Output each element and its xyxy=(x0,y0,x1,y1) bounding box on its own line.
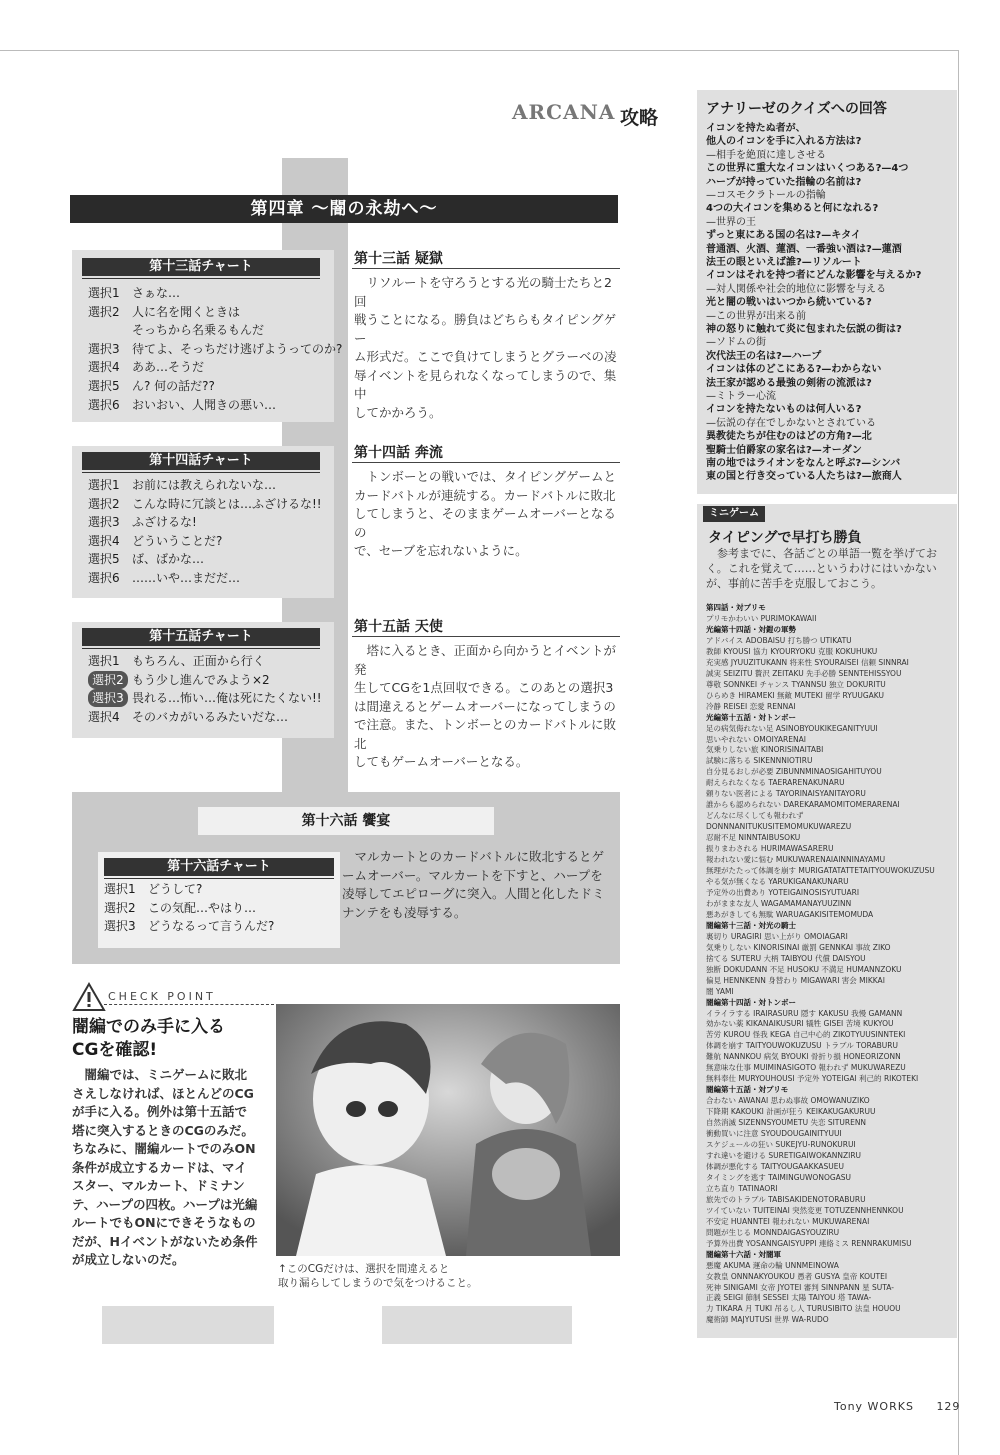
word-list-entry: 女教皇 ONNNAKYOUKOU 愚者 GUSYA 皇帝 KOUTEI xyxy=(706,1271,888,1281)
chart-box-ep16 xyxy=(98,852,340,948)
choice-row xyxy=(88,476,276,494)
word-list-entry: 合わない AWANAI 思わぬ事故 OMOWANUZIKO xyxy=(706,1096,870,1106)
choice-text: 人に名を聞くときは xyxy=(132,304,241,319)
choice-row xyxy=(88,550,204,568)
choice-text: ん? 何の話だ?? xyxy=(132,379,215,393)
choice-text: 待てよ、そっちだけ逃げようってのか? xyxy=(132,341,343,356)
word-list-entry: 誰からも認められない DAREKARAMOMITOMERARENAI xyxy=(706,800,900,810)
section-title-ep14: 第十四話 奔流 xyxy=(354,445,443,461)
choice-row xyxy=(88,652,265,670)
choice-row xyxy=(88,377,215,395)
body-line: してかかろう。 xyxy=(354,404,442,420)
section-body-ep14 xyxy=(354,468,620,561)
choice-row xyxy=(88,495,322,513)
word-list-entry: プリモかわいい PURIMOKAWAII xyxy=(706,613,817,623)
choice-row xyxy=(104,917,274,935)
quiz-question: ずっと東にある国の名は?—キタイ xyxy=(706,230,861,242)
word-list-entry: 試験に落ちる SIKENNNIOTIRU xyxy=(706,756,813,766)
quiz-question: 普通酒、火酒、蓮酒、一番強い酒は?—蓮酒 xyxy=(706,243,902,255)
quiz-question: 南の地ではライオンをなんと呼ぶ?—シンバ xyxy=(706,458,901,469)
choice-label: 選択1 xyxy=(88,478,120,492)
word-list-entry: 気乗りしない KINORISINAI 厳罰 GENNKAI 事故 ZIKO xyxy=(706,942,891,952)
logo-suffix: 攻略 xyxy=(620,107,659,129)
body-line: ム形式だ。ここで負けてしまうとグラーベの凌 xyxy=(354,349,617,364)
word-list-entry: 死神 SINIGAMI 女帝 JYOTEI 審判 SINNPANN 星 SUTA- xyxy=(706,1282,894,1292)
quiz-question: 光と闇の戦いはいつから続いている? xyxy=(706,297,872,309)
word-list-entry: 裏切り URAGIRI 思い上がり OMOIAGARI xyxy=(706,931,848,941)
word-list-entry: 予定外の出費あり YOTEIGAINOSISYUTUARI xyxy=(706,887,860,897)
choice-label: 選択2 xyxy=(88,496,120,511)
quiz-question: イコンは体のどこにある?—わからない xyxy=(706,364,882,376)
word-list-heading: 闇編第十六話・対闇軍 xyxy=(706,1249,781,1259)
quiz-question: 4つの大イコンを集めると何になれる? xyxy=(706,203,879,215)
quiz-question: 神の怒りに触れて炎に包まれた伝説の街は? xyxy=(706,324,902,335)
choice-row xyxy=(88,671,270,689)
divider xyxy=(104,1004,274,1005)
body-line: マルカートとのカードバトルに敗北するとゲ xyxy=(354,849,605,864)
choice-label: 選択4 xyxy=(88,533,120,548)
word-list-entry: 正義 SEIGI 節制 SESSEI 太陽 TAIYOU 塔 TAWA- xyxy=(706,1293,872,1303)
choice-text: こんな時に冗談とは…ふざけるな!! xyxy=(132,496,322,511)
word-list-heading: 闇編第十三話・対光の騎士 xyxy=(706,920,796,930)
choice-row xyxy=(88,396,276,414)
bleed-through-shadow xyxy=(102,1306,274,1344)
word-list-entry: ツイていない TUITEINAI 突然変更 TOTUZENNHENNKOU xyxy=(706,1205,904,1215)
word-list-entry: DONNNANITUKUSITEMOMUKUWAREZU xyxy=(706,822,852,832)
choice-row xyxy=(88,513,197,531)
choice-text: どうなるって言うんだ? xyxy=(148,919,275,934)
choice-label: 選択3 xyxy=(88,689,128,707)
word-list-entry: 誠実 SEIZITU 贅沢 ZEITAKU 先手必勝 SENNTEHISSYOU xyxy=(706,668,902,678)
choice-row xyxy=(88,569,240,587)
section-body-ep13 xyxy=(354,274,620,422)
choice-text: 畏れる…怖い…俺は死にたくない!! xyxy=(132,691,322,706)
word-list-entry: 足の病気侮れない足 ASINOBYOUKIKEGANITYUUI xyxy=(706,723,878,733)
word-list-entry: 難航 NANNKOU 病気 BYOUKI 骨折り損 HONEORIZONN xyxy=(706,1052,901,1062)
choice-text: もう少し進んでみよう×2 xyxy=(132,672,270,687)
choice-row xyxy=(88,708,288,726)
choice-row xyxy=(88,340,342,358)
quiz-question: 次代法王の名は?—ハープ xyxy=(706,350,822,362)
word-list-entry: 独断 DOKUDANN 不足 HUSOKU 不満足 HUMANNZOKU xyxy=(706,964,902,974)
choice-text: さぁな… xyxy=(132,286,181,300)
word-list-entry: 自然消滅 SIZENNSYOUMETU 失恋 SITURENN xyxy=(706,1118,867,1128)
quiz-question: イコンを持たないものは何人いる? xyxy=(706,404,862,416)
choice-text: どうして? xyxy=(148,882,203,896)
body-line: ナンテをも凌辱する。 xyxy=(342,904,467,920)
divider xyxy=(352,268,620,269)
word-list-entry: 魔術師 MAJYUTUSI 世界 WA-RUDO xyxy=(706,1315,829,1325)
choice-text: ああ…そうだ xyxy=(132,360,205,375)
choice-label: 選択3 xyxy=(88,341,120,356)
word-list-entry: 報われない愛に悩む MUKUWARENAIAINNINAYAMU xyxy=(706,855,886,865)
body-line: してもゲームオーバーとなる。 xyxy=(354,754,529,769)
page-number: 129 xyxy=(936,1400,961,1413)
quiz-question: 法王の眼といえば誰?—リソルート xyxy=(706,257,862,268)
quiz-answer: —この世界が出来る前 xyxy=(706,310,806,322)
choice-text: ……いや…まだだ… xyxy=(132,571,241,585)
choice-label: 選択3 xyxy=(104,919,136,934)
quiz-answer: —世界の王 xyxy=(706,216,756,228)
word-list-entry: 体調を崩す TAITYOUWOKUZUSU トラブル TORABURU xyxy=(706,1041,898,1051)
event-cg-illustration xyxy=(276,1004,620,1256)
word-list-heading: 闇編第十四話・対トンボー xyxy=(706,997,796,1007)
word-list-entry: 闇 YAMI xyxy=(706,986,734,996)
word-list-entry: 思いやれない OMOIYARENAI xyxy=(706,734,806,744)
chart-title: 第十六話チャート xyxy=(104,858,334,876)
choice-row xyxy=(104,899,256,917)
chart-box-ep14 xyxy=(72,446,334,598)
word-list-entry: 無意味な仕事 MUIMINASIGOTO 報われず MUKUWAREZU xyxy=(706,1063,906,1073)
quiz-question: この世界に重大なイコンはいくつある?—4つ xyxy=(706,163,909,175)
choice-label: 選択1 xyxy=(88,654,120,668)
choice-label: 選択6 xyxy=(88,571,120,585)
quiz-question: イコンを持たぬ者が、 xyxy=(706,123,806,134)
word-list-entry: 捨てる SUTERU 大柄 TAIBYOU 代償 DAISYOU xyxy=(706,953,866,963)
body-line: 辱イベントを見られなくなってしまうので、集中 xyxy=(354,367,617,401)
illustration-caption xyxy=(278,1262,478,1290)
body-line: ームオーバー。マルカートを下すと、ハープを xyxy=(342,867,603,883)
checkpoint-label: CHECK POINT xyxy=(108,990,216,1003)
warning-icon xyxy=(72,982,106,1012)
checkpoint-title-line: CGを確認! xyxy=(72,1040,158,1060)
word-list-entry: 偏見 HENNKENN 身替わり MIGAWARI 害会 MIKKAI xyxy=(706,975,885,985)
quiz-question: イコンはそれを持つ者にどんな影響を与えるか? xyxy=(706,270,922,282)
word-list-entry: アドバイス ADOBAISU 打ち勝つ UTIKATU xyxy=(706,635,852,645)
quiz-question: 法王家が認める最強の剣術の流派は? xyxy=(706,377,872,389)
word-list-entry: 苦労 KUROU 怪我 KEGA 自己中心的 ZIKOTYUUSINNTEKI xyxy=(706,1030,906,1040)
choice-text: そのバカがいるみたいだな… xyxy=(132,709,289,724)
choice-row xyxy=(104,880,202,898)
quiz-question: 東の国と行き交っている人たちは?—旅商人 xyxy=(706,471,902,483)
word-list-entry: 下降期 KAKOUKI 計画が狂う KEIKAKUGAKURUU xyxy=(706,1107,876,1117)
choice-label: 選択1 xyxy=(88,286,120,300)
divider xyxy=(352,636,620,637)
body-line: リソルートを守ろうとする光の騎士たちと2回 xyxy=(354,275,612,309)
word-list-entry: 自分見るおしが必要 ZIBUNNMINAOSIGAHITUYOU xyxy=(706,767,882,777)
quiz-question: ハープが持っていた指輪の名前は? xyxy=(706,176,862,188)
choice-text: そっちから名乗るもんだ xyxy=(132,323,265,338)
choice-text: どういうことだ? xyxy=(132,533,223,548)
word-list-entry: イライラする IRAIRASURU 隠す KAKUSU 我慢 GAMANN xyxy=(706,1008,903,1018)
word-list-heading: 闇編第十五話・対プリモ xyxy=(706,1085,789,1095)
section-title-ep15: 第十五話 天使 xyxy=(354,619,443,635)
choice-text: ふざけるな! xyxy=(132,515,197,530)
word-list-entry: 悪魔 AKUMA 運命の輪 UNNMEINOWA xyxy=(706,1260,839,1270)
word-list-entry: 体調が悪化する TAITYOUGAAKKASUEU xyxy=(706,1161,844,1171)
section-body-ep15 xyxy=(354,642,620,772)
choice-label: 選択6 xyxy=(88,397,120,412)
word-list-entry: 衝動買いに注意 SYOUDOUGAINITYUUI xyxy=(706,1129,842,1139)
choice-label: 選択2 xyxy=(104,900,136,915)
chart-title: 第十五話チャート xyxy=(82,628,320,646)
choice-text: お前には教えられないな… xyxy=(132,478,277,492)
word-list-entry: どんなに尽くしても報われず xyxy=(706,811,804,821)
choice-label: 選択5 xyxy=(88,379,120,393)
choice-label: 選択2 xyxy=(88,304,120,319)
word-list-entry: スケジュールの狂い SUKEJYU-RUNOKURUI xyxy=(706,1140,856,1150)
word-list-entry: 効かない薬 KIKANAIKUSURI 犠牲 GISEI 苦境 KUKYOU xyxy=(706,1019,894,1029)
word-list-entry: 頼りない医者による TAYORINAISYANITAYORU xyxy=(706,789,866,799)
checkpoint-title-line: 闇編でのみ手に入る xyxy=(72,1017,225,1037)
body-line: で注意。また、トンボーとのカードバトルに敗北 xyxy=(354,717,617,751)
word-list-entry: やる気が無くなる YARUKIGANAKUNARU xyxy=(706,877,849,886)
quiz-answer: —コスモクラトールの指輪 xyxy=(706,190,826,201)
word-list-entry: すれ違いを避ける SURETIGAIWOKANNZIRU xyxy=(706,1151,862,1160)
word-list-entry: 予算外出費 YOSANNGAISYUPPI 連絡ミス RENNRAKUMISU xyxy=(706,1238,912,1248)
body-line: 生してCGを1点回収できる。このあとの選択3 xyxy=(354,680,614,695)
section-body-ep16 xyxy=(342,848,618,922)
word-list-heading: 光編第十五話・対トンボー xyxy=(706,712,796,722)
caption-line: 取り漏らしてしまうので気をつけること。 xyxy=(278,1277,478,1289)
choice-row xyxy=(88,284,180,302)
chart-box-ep13 xyxy=(72,250,343,422)
checkpoint-body: 闇編では、ミニゲームに敗北さえしなければ、ほとんどのCGが手に入る。例外は第十五話で塔に突入するときのCGのみだ。ちなみに、闇編ルートでのみON条件が成立するカードは、マイスター、マルカート、ドミナンテ、ハープの四枚。ハープは光編ルートでもONにできそうなものだが、Hイベントがないため条件が成立しないのだ。 xyxy=(72,1067,258,1267)
choice-text: おいおい、人聞きの悪い… xyxy=(132,397,277,412)
body-line: は間違えるとゲームオーバーになってしまうの xyxy=(354,698,616,714)
body-line: 凌辱してエピローグに突入。人間と化したドミ xyxy=(342,886,605,901)
checkpoint-title xyxy=(72,1016,225,1062)
word-list-entry: 問題が生じる MONNDAIGASYOUZIRU xyxy=(706,1227,840,1237)
word-list-entry: 冷静 REISEI 恋愛 RENNAI xyxy=(706,701,796,711)
body-line: 戦うことになる。勝負はどちらもタイピングゲー xyxy=(354,312,617,346)
word-list-entry: 充実感 JYUUZITUKANN 将来性 SYOURAISEI 信頼 SINNRAI xyxy=(706,657,909,667)
choice-label: 選択4 xyxy=(88,709,120,724)
body-line: してしまうと、そのままゲームオーバーとなるの xyxy=(354,506,616,540)
word-list-heading: 第四話・対プリモ xyxy=(706,603,766,612)
quiz-question: 異教徒たちが住むのはどの方角?—北 xyxy=(706,431,872,443)
quiz-answer: —伝説の存在でしかないとされている xyxy=(706,417,876,429)
word-list-entry: タイミングを逃す TAIMINGUWONOGASU xyxy=(706,1172,852,1182)
choice-label: 選択2 xyxy=(88,671,128,689)
choice-row xyxy=(88,532,222,550)
footer xyxy=(834,1400,960,1413)
word-list-entry: 不安定 HUANNTEI 報われない MUKUWARENAI xyxy=(706,1216,870,1226)
chapter-title: 第四章 〜闇の永劫へ〜 xyxy=(70,195,618,223)
choice-label: 選択4 xyxy=(88,360,120,375)
quiz-answer: —ミトラー心流 xyxy=(706,391,776,402)
caption-line: ↑このCGだけは、選択を間違えると xyxy=(278,1263,450,1275)
section-title-ep13: 第十三話 疑獄 xyxy=(354,251,443,267)
minigame-intro: 参考までに、各話ごとの単語一覧を挙げておく。これを覚えて……というわけにはいかないが、事前に苦手を克服しておこう。 xyxy=(706,547,937,590)
chart-title: 第十四話チャート xyxy=(82,452,320,470)
choice-label: 選択5 xyxy=(88,552,120,567)
word-list-entry: 無料奉仕 MURYOUHOUSI 予定外 YOTEIGAI 利己的 RIKOTEKI xyxy=(706,1074,919,1084)
word-list-heading: 光編第十四話・対鎧の軍勢 xyxy=(706,624,796,634)
choice-text: ば、ばかな… xyxy=(132,552,205,567)
word-list-entry: ひらめき HIRAMEKI 無敵 MUTEKI 留学 RYUUGAKU xyxy=(706,690,884,700)
chart-title: 第十三話チャート xyxy=(82,258,320,276)
choice-text: この気配…やはり… xyxy=(148,900,257,915)
minigame-title: タイピングで早打ち勝負 xyxy=(708,530,862,546)
word-list-entry: 耐えられなくなる TAERARENAKUNARU xyxy=(706,778,845,788)
word-list-entry: 忍耐不足 NINNTAIBUSOKU xyxy=(706,833,801,843)
quiz-answer: —相手を絶頂に達しさせる xyxy=(706,149,826,161)
word-list-entry: 悪あがきしても無駄 WARUAGAKISITEMOMUDA xyxy=(706,909,874,919)
word-list-entry: 立ち直り TATINAORI xyxy=(706,1183,778,1193)
word-list-entry: 気乗りしない旅 KINORISINAITABI xyxy=(706,745,824,755)
game-logo: ARCANA xyxy=(512,100,616,124)
minigame-tag: ミニゲーム xyxy=(703,506,765,522)
choice-row xyxy=(88,321,264,339)
divider xyxy=(352,462,620,463)
choice-label: 選択1 xyxy=(104,882,136,896)
quiz-answer: —対人関係や社会的地位に影響を与える xyxy=(706,283,886,295)
choice-text: もちろん、正面から行く xyxy=(132,654,265,668)
word-list-entry: 教師 KYOUSI 協力 KYOURYOKU 克服 KOKUHUKU xyxy=(706,646,878,656)
section-title-ep16: 第十六話 饗宴 xyxy=(198,807,494,835)
quiz-question: 聖騎士伯爵家の家名は?—オーダン xyxy=(706,444,862,456)
bleed-through-shadow xyxy=(382,1306,572,1344)
word-list-entry: わがままな友人 WAGAMAMANAYUUZINN xyxy=(706,898,852,908)
choice-row xyxy=(88,358,204,376)
body-line: 塔に入るとき、正面から向かうとイベントが発 xyxy=(354,643,617,677)
quiz-question: 他人のイコンを手に入れる方法は? xyxy=(706,136,862,148)
choice-label: 選択3 xyxy=(88,515,120,530)
choice-row xyxy=(88,689,322,707)
word-list-entry: 振りまわされる HURIMAWASARERU xyxy=(706,844,834,854)
quiz-title: アナリーゼのクイズへの回答 xyxy=(706,101,887,117)
chart-box-ep15 xyxy=(72,622,334,738)
footer-brand: Tony WORKS xyxy=(834,1400,914,1413)
choice-row xyxy=(88,303,240,321)
word-list-entry: 尊敬 SONNKEI チャンス TYANNSU 独立 DOKURITU xyxy=(706,679,886,689)
body-line: カードバトルが連続する。カードバトルに敗北 xyxy=(354,487,616,503)
word-list-entry: 力 TIKARA 月 TUKI 吊るし人 TURUSIBITO 法皇 HOUOU xyxy=(706,1304,901,1314)
body-line: で、セーブを忘れないように。 xyxy=(354,543,528,558)
word-list-entry: 無理がたたって体調を崩す MURIGATATATTETAITYOUWOKUZUSU xyxy=(706,866,935,876)
quiz-answer: —ソドムの街 xyxy=(706,337,766,349)
word-list-entry: 旅先でのトラブル TABISAKIDENOTORABURU xyxy=(706,1194,866,1204)
body-line: トンボーとの戦いでは、タイピングゲームと xyxy=(366,469,617,484)
